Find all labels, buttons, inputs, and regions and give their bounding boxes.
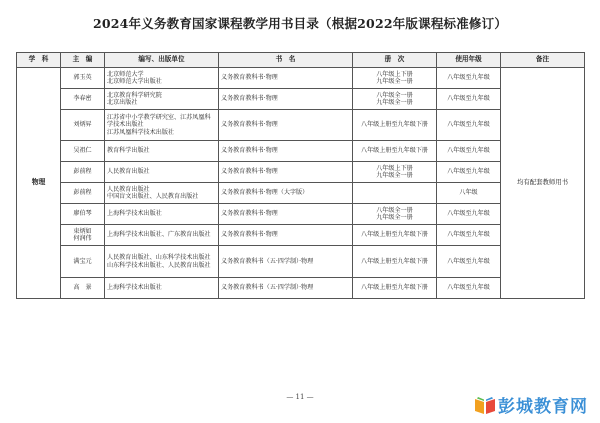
volumes-cell: 八年级全一册 九年级全一册: [353, 204, 437, 225]
grade-cell: 八年级至九年级: [437, 204, 501, 225]
table-row: [17, 68, 585, 89]
watermark: [474, 392, 588, 417]
book-cell: 义务教育教科书（五·四学制）·物理: [219, 246, 353, 278]
volumes-cell: 八年级上册至九年级下册: [353, 225, 437, 246]
grade-cell: 八年级至九年级: [437, 68, 501, 89]
volumes-cell: 八年级全一册 九年级全一册: [353, 89, 437, 110]
editor-cell: 廖伯琴: [61, 204, 105, 225]
volumes-cell: 八年级上下册 九年级全一册: [353, 68, 437, 89]
volumes-cell: 八年级上册至九年级下册: [353, 141, 437, 162]
catalog-table: [16, 52, 585, 299]
publisher-cell: 上海科学技术出版社、广东教育出版社: [105, 225, 219, 246]
editor-cell: 郭玉英: [61, 68, 105, 89]
page-title: 2024年义务教育国家课程教学用书目录（根据2022年版课程标准修订）: [92, 16, 508, 31]
table-row: [17, 183, 585, 204]
header-grade: 使用年级: [437, 53, 501, 68]
volumes-cell: [353, 183, 437, 204]
editor-cell: 吴祖仁: [61, 141, 105, 162]
header-subject: 学 科: [17, 53, 61, 68]
publisher-cell: 人民教育出版社: [105, 162, 219, 183]
watermark-text: 彭城教育网: [498, 397, 588, 417]
editor-cell: 刘炳昇: [61, 110, 105, 141]
book-cell: 义务教育教科书·物理: [219, 141, 353, 162]
publisher-cell: 教育科学出版社: [105, 141, 219, 162]
table-row: [17, 204, 585, 225]
header-publisher: 编写、出版单位: [105, 53, 219, 68]
editor-cell: 高 景: [61, 278, 105, 299]
table-row: [17, 246, 585, 278]
grade-cell: 八年级至九年级: [437, 89, 501, 110]
book-icon: [474, 395, 496, 415]
header-editor: 主 编: [61, 53, 105, 68]
note-cell: 均有配套教师用书: [501, 68, 585, 299]
editor-cell: 彭前程: [61, 162, 105, 183]
table-row: [17, 141, 585, 162]
publisher-cell: 北京师范大学 北京师范大学出版社: [105, 68, 219, 89]
publisher-cell: 上海科学技术出版社: [105, 204, 219, 225]
page-number: — 11 —: [286, 393, 314, 401]
book-cell: 义务教育教科书·物理: [219, 68, 353, 89]
publisher-cell: 江苏省中小学教学研究室、江苏凤凰科学技术出版社 江苏凤凰科学技术出版社: [105, 110, 219, 141]
grade-cell: 八年级至九年级: [437, 225, 501, 246]
grade-cell: 八年级至九年级: [437, 246, 501, 278]
table-row: [17, 110, 585, 141]
header-note: 备注: [501, 53, 585, 68]
subject-cell: 物理: [17, 68, 61, 299]
publisher-cell: 北京教育科学研究院 北京出版社: [105, 89, 219, 110]
grade-cell: 八年级至九年级: [437, 110, 501, 141]
header-book: 书 名: [219, 53, 353, 68]
book-cell: 义务教育教科书·物理: [219, 162, 353, 183]
header-row: [17, 53, 585, 68]
editor-cell: 束炳如 何润伟: [61, 225, 105, 246]
volumes-cell: 八年级上册至九年级下册: [353, 278, 437, 299]
book-cell: 义务教育教科书·物理（大字版）: [219, 183, 353, 204]
editor-cell: 李春密: [61, 89, 105, 110]
table-row: [17, 225, 585, 246]
book-cell: 义务教育教科书（五·四学制）·物理: [219, 278, 353, 299]
volumes-cell: 八年级上下册 九年级全一册: [353, 162, 437, 183]
table-row: [17, 278, 585, 299]
grade-cell: 八年级至九年级: [437, 141, 501, 162]
book-cell: 义务教育教科书·物理: [219, 225, 353, 246]
volumes-cell: 八年级上册至九年级下册: [353, 110, 437, 141]
header-volumes: 册 次: [353, 53, 437, 68]
publisher-cell: 人民教育出版社、山东科学技术出版社 山东科学技术出版社、人民教育出版社: [105, 246, 219, 278]
editor-cell: 满宝元: [61, 246, 105, 278]
editor-cell: 彭前程: [61, 183, 105, 204]
book-cell: 义务教育教科书·物理: [219, 204, 353, 225]
publisher-cell: 人民教育出版社 中国盲文出版社、人民教育出版社: [105, 183, 219, 204]
grade-cell: 八年级至九年级: [437, 162, 501, 183]
book-cell: 义务教育教科书·物理: [219, 110, 353, 141]
table-row: [17, 89, 585, 110]
table-row: [17, 162, 585, 183]
publisher-cell: 上海科学技术出版社: [105, 278, 219, 299]
grade-cell: 八年级至九年级: [437, 278, 501, 299]
volumes-cell: 八年级上册至九年级下册: [353, 246, 437, 278]
book-cell: 义务教育教科书·物理: [219, 89, 353, 110]
grade-cell: 八年级: [437, 183, 501, 204]
